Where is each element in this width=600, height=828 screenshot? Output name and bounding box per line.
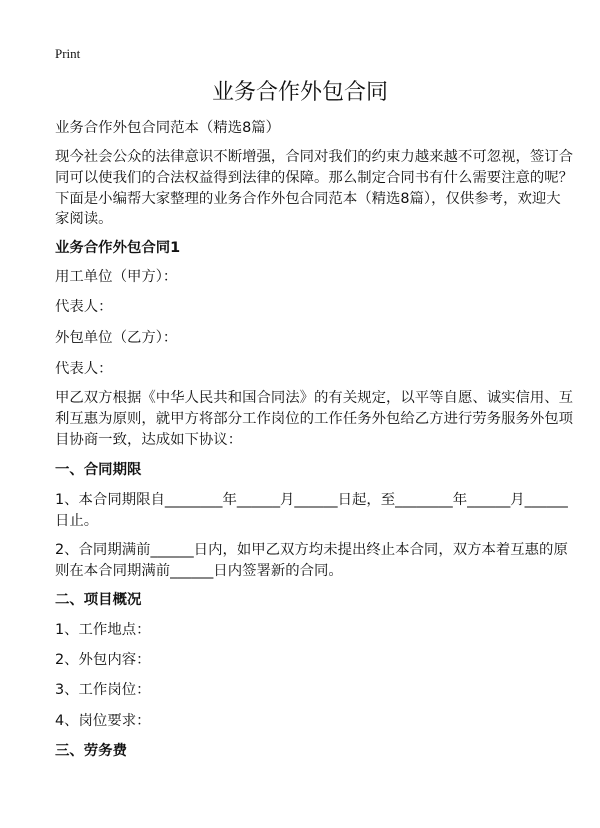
subtitle: 业务合作外包合同范本（精选8篇） [55,120,281,136]
intro-line: 下面是小编帮大家整理的业务合作外包合同范本（精选8篇），仅供参考，欢迎大 [55,191,561,207]
term-clause-1: 日止。 [55,513,99,529]
overview-item: 2、外包内容： [55,652,151,668]
print-link[interactable]: Print [55,46,81,61]
overview-item: 3、工作岗位： [55,682,151,698]
intro-line: 现今社会公众的法律意识不断增强，合同对我们的约束力越来越不可忽视，签订合 [55,149,574,165]
intro-line: 同可以使我们的合法权益得到法律的保障。那么制定合同书有什么需要注意的呢？ [55,170,574,186]
term-clause-2: 2、合同期满前______日内，如甲乙双方均未提出终止本合同，双方本着互惠的原 [55,542,568,558]
heading-overview: 二、项目概况 [55,592,142,608]
rep-a-label: 代表人： [55,299,113,315]
party-a-label: 用工单位（甲方）： [55,269,178,285]
overview-item: 4、岗位要求： [55,713,151,729]
preamble-line: 甲乙双方根据《中华人民共和国合同法》的有关规定，以平等自愿、诚实信用、互 [55,390,574,406]
heading-fee: 三、劳务费 [55,743,127,759]
preamble-line: 目协商一致，达成如下协议： [55,432,243,448]
intro-line: 家阅读。 [55,211,113,227]
heading-term: 一、合同期限 [55,462,142,478]
term-clause-1: 1、本合同期限自________年______月______日起，至________年______月______ [55,492,568,508]
preamble-line: 利互惠为原则，就甲方将部分工作岗位的工作任务外包给乙方进行劳务服务外包项 [55,411,574,427]
term-clause-2: 则在本合同期满前______日内签署新的合同。 [55,563,343,579]
page-title: 业务合作外包合同 [211,80,388,105]
rep-b-label: 代表人： [55,361,113,377]
section-heading: 业务合作外包合同1 [55,240,181,256]
overview-item: 1、工作地点： [55,622,151,638]
party-b-label: 外包单位（乙方）： [55,330,178,346]
